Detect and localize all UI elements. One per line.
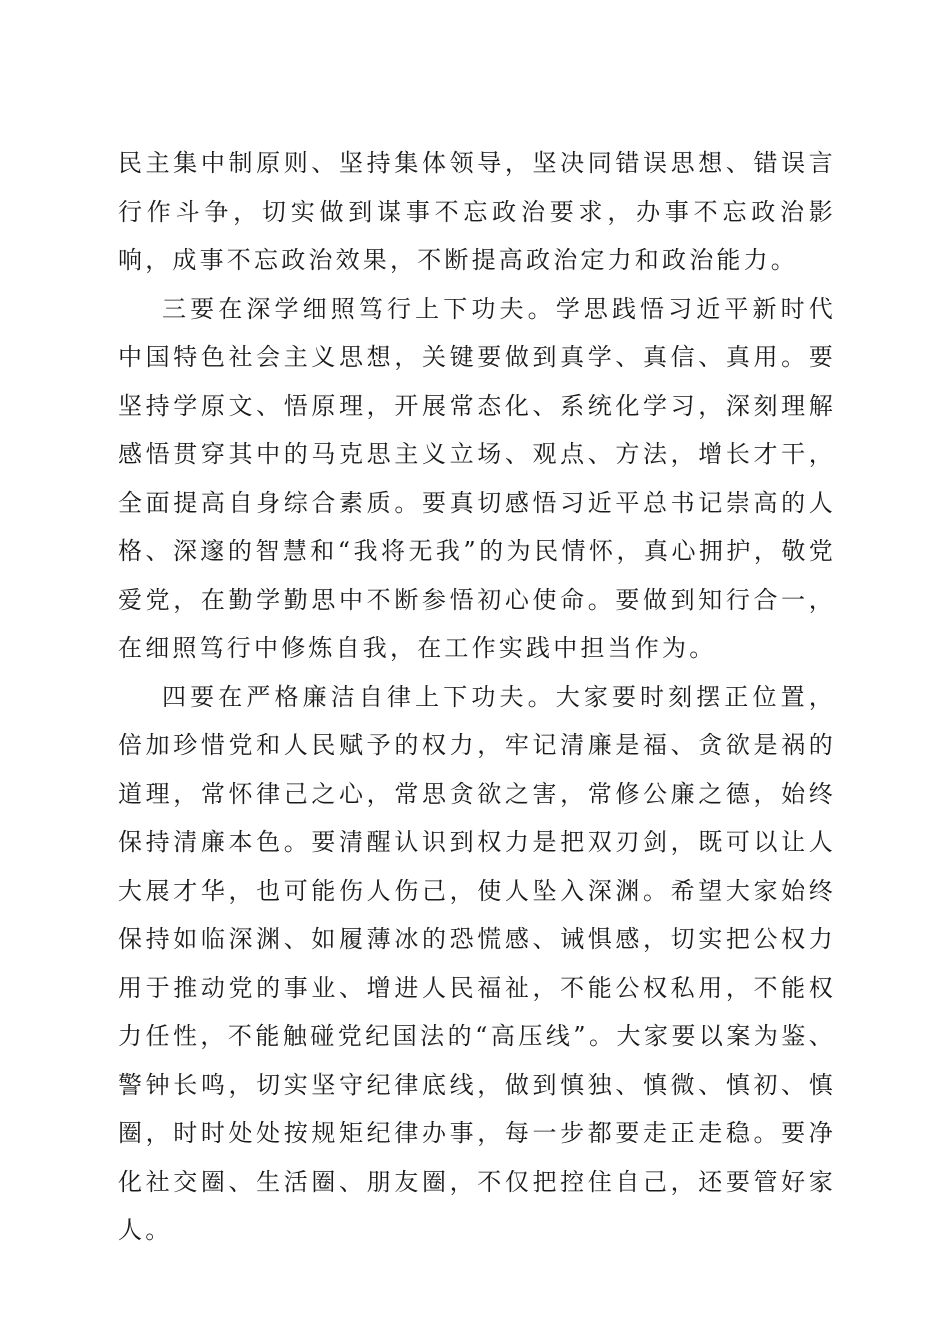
paragraph-point-three: 三要在深学细照笃行上下功夫。学思践悟习近平新时代中国特色社会主义思想，关键要做到真学、真信、真用。要坚持学原文、悟原理，开展常态化、系统化学习，深刻理解感悟贯穿其中的马克思主义立场、观点、方法，增长才干，全面提高自身综合素质。要真切感悟习近平总书记崇高的人格、深邃的智慧和“我将无我”的为民情怀，真心拥护，敬党爱党，在勤学勤思中不断参悟初心使命。要做到知行合一，在细照笃行中修炼自我，在工作实践中担当作为。 [118,294,836,662]
document-body [118,139,836,1255]
paragraph-continuation: 民主集中制原则、坚持集体领导，坚决同错误思想、错误言行作斗争，切实做到谋事不忘政治要求，办事不忘政治影响，成事不忘政治效果，不断提高政治定力和政治能力。 [118,149,836,274]
paragraph-point-four: 四要在严格廉洁自律上下功夫。大家要时刻摆正位置，倍加珍惜党和人民赋予的权力，牢记清廉是福、贪欲是祸的道理，常怀律己之心，常思贪欲之害，常修公廉之德，始终保持清廉本色。要清醒认识到权力是把双刃剑，既可以让人大展才华，也可能伤人伤己，使人坠入深渊。希望大家始终保持如临深渊、如履薄冰的恐慌感、诫惧感，切实把公权力用于推动党的事业、增进人民福祉，不能公权私用，不能权力任性，不能触碰党纪国法的“高压线”。大家要以案为鉴、警钟长鸣，切实坚守纪律底线，做到慎独、慎微、慎初、慎圈，时时处处按规矩纪律办事，每一步都要走正走稳。要净化社交圈、生活圈、朋友圈，不仅把控住自己，还要管好家人。 [118,682,836,1244]
